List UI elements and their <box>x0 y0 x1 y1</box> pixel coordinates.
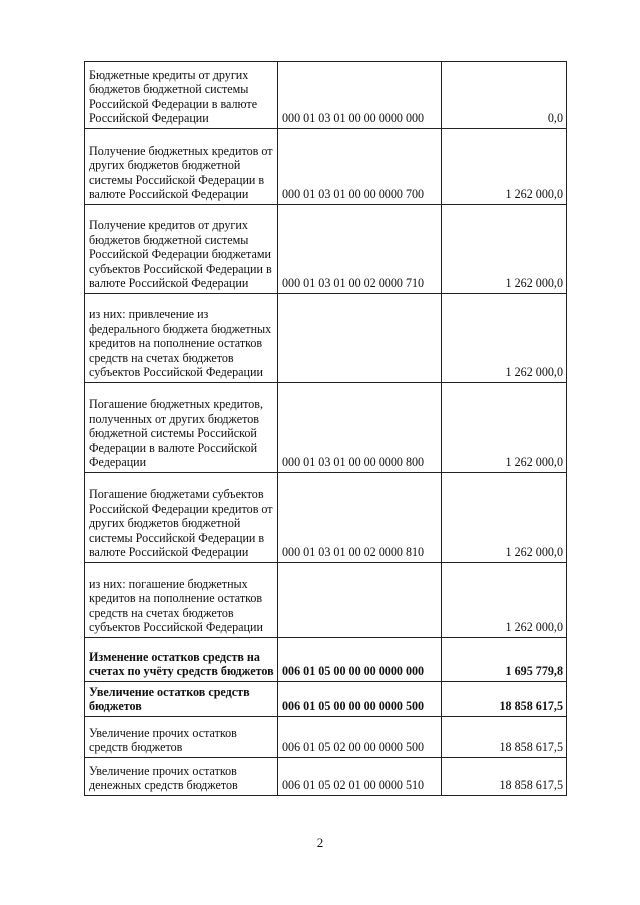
row-name: из них: привлечение из федерального бюджета бюджетных кредитов на пополнение остатков средств на счетах бюджетов субъектов Российской Федерации <box>85 294 278 383</box>
row-name: Увеличение прочих остатков денежных средств бюджетов <box>85 758 278 796</box>
table-row <box>85 205 567 294</box>
row-sum: 0,0 <box>442 62 567 129</box>
row-sum: 18 858 617,5 <box>442 758 567 796</box>
row-sum: 1 695 779,8 <box>442 638 567 682</box>
row-code <box>278 294 442 383</box>
row-sum: 1 262 000,0 <box>442 563 567 638</box>
table-row <box>85 717 567 758</box>
row-code: 000 01 03 01 00 02 0000 710 <box>278 205 442 294</box>
table-row <box>85 129 567 205</box>
table-row <box>85 682 567 717</box>
row-name: из них: погашение бюджетных кредитов на пополнение остатков средств на счетах бюджетов субъектов Российской Федерации <box>85 563 278 638</box>
row-sum: 1 262 000,0 <box>442 473 567 563</box>
table-row <box>85 758 567 796</box>
row-sum: 1 262 000,0 <box>442 383 567 473</box>
row-code: 006 01 05 02 00 00 0000 500 <box>278 717 442 758</box>
row-code: 000 01 03 01 00 02 0000 810 <box>278 473 442 563</box>
row-code: 006 01 05 02 01 00 0000 510 <box>278 758 442 796</box>
row-code: 000 01 03 01 00 00 0000 800 <box>278 383 442 473</box>
table-row <box>85 638 567 682</box>
row-name: Получение бюджетных кредитов от других бюджетов бюджетной системы Российской Федерации в валюте Российской Федерации <box>85 129 278 205</box>
row-code: 000 01 03 01 00 00 0000 000 <box>278 62 442 129</box>
row-code: 006 01 05 00 00 00 0000 000 <box>278 638 442 682</box>
row-sum: 1 262 000,0 <box>442 294 567 383</box>
row-name: Получение кредитов от других бюджетов бюджетной системы Российской Федерации бюджетами субъектов Российской Федерации в валюте Российской Федерации <box>85 205 278 294</box>
budget-sources-table <box>84 61 567 796</box>
row-sum: 18 858 617,5 <box>442 682 567 717</box>
row-code: 000 01 03 01 00 00 0000 700 <box>278 129 442 205</box>
table-row <box>85 383 567 473</box>
table-row <box>85 473 567 563</box>
row-name: Погашение бюджетных кредитов, полученных от других бюджетов бюджетной системы Российской Федерации в валюте Российской Федерации <box>85 383 278 473</box>
table-row <box>85 62 567 129</box>
row-name: Погашение бюджетами субъектов Российской Федерации кредитов от других бюджетов бюджетной системы Российской Федерации в валюте Российской Федерации <box>85 473 278 563</box>
row-sum: 1 262 000,0 <box>442 205 567 294</box>
page-number: 2 <box>316 835 324 850</box>
table-row <box>85 294 567 383</box>
row-sum: 18 858 617,5 <box>442 717 567 758</box>
row-name: Изменение остатков средств на счетах по учёту средств бюджетов <box>85 638 278 682</box>
row-name: Увеличение прочих остатков средств бюджетов <box>85 717 278 758</box>
table-row <box>85 563 567 638</box>
row-code: 006 01 05 00 00 00 0000 500 <box>278 682 442 717</box>
row-sum: 1 262 000,0 <box>442 129 567 205</box>
row-name: Увеличение остатков средств бюджетов <box>85 682 278 717</box>
row-code <box>278 563 442 638</box>
row-name: Бюджетные кредиты от других бюджетов бюджетной системы Российской Федерации в валюте Российской Федерации <box>85 62 278 129</box>
